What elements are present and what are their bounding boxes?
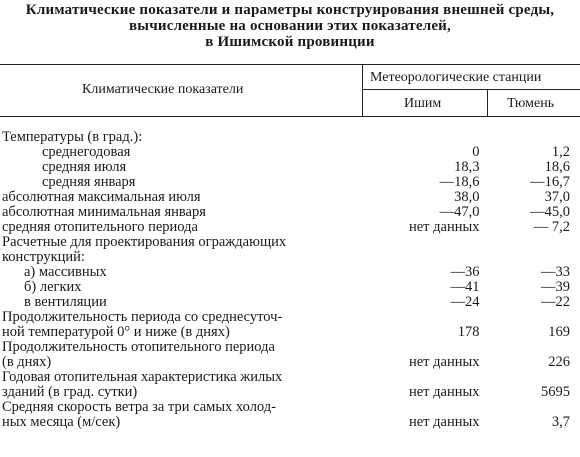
table-row: ной температурой 0° и ниже (в днях) 178 169 xyxy=(2,324,570,340)
column-header-tyumen: Тюмень xyxy=(507,96,555,111)
table-row: средняя июля 18,3 18,6 xyxy=(42,159,570,175)
title-line-3: в Ишимской провинции xyxy=(205,34,375,50)
stations-rule xyxy=(363,89,580,90)
column-header-indicators: Климатические показатели xyxy=(82,82,244,97)
table-title xyxy=(0,2,580,50)
table-row: а) массивных —36 —33 xyxy=(24,264,570,280)
column-header-stations: Метеорологические станции xyxy=(370,70,542,85)
climate-table xyxy=(2,130,578,430)
table-row: абсолютная максимальная июля 38,0 37,0 xyxy=(2,189,570,205)
table-row: (в днях) нет данных 226 xyxy=(2,354,570,370)
table-row: средняя отопительного периода нет данных — 7,2 xyxy=(2,219,570,235)
table-row: ных месяца (м/сек) нет данных 3,7 xyxy=(2,414,570,430)
table-row: абсолютная минимальная января —47,0 —45,0 xyxy=(2,204,570,220)
header-bottom-rule xyxy=(0,116,580,117)
table-row: Температуры (в град.): xyxy=(2,129,143,145)
table-row: Средняя скорость ветра за три самых холод- xyxy=(2,399,276,415)
table-row: зданий (в град. сутки) нет данных 5695 xyxy=(2,384,570,400)
column-header-ishim: Ишим xyxy=(404,96,442,111)
table-row: Расчетные для проектирования ограждающих xyxy=(2,234,287,250)
table-row: среднегодовая 0 1,2 xyxy=(42,144,570,160)
table-row: в вентиляции —24 —22 xyxy=(24,294,570,310)
title-line-1: Климатические показатели и параметры конструирования внешней среды, xyxy=(25,2,555,18)
table-row: конструкций: xyxy=(2,249,85,265)
table-row: б) легких —41 —39 xyxy=(24,279,570,295)
table-row: Годовая отопительная характеристика жилых xyxy=(2,369,283,385)
table-row: Продолжительность отопительного периода xyxy=(2,339,275,355)
header-divider-2 xyxy=(487,89,488,116)
title-line-2: вычисленные на основании этих показателей, xyxy=(129,18,451,34)
table-row: Продолжительность периода со среднесуточ- xyxy=(2,309,283,325)
header-divider-1 xyxy=(362,64,363,116)
header-top-rule xyxy=(0,64,580,65)
table-row: средняя января —18,6 —16,7 xyxy=(42,174,570,190)
